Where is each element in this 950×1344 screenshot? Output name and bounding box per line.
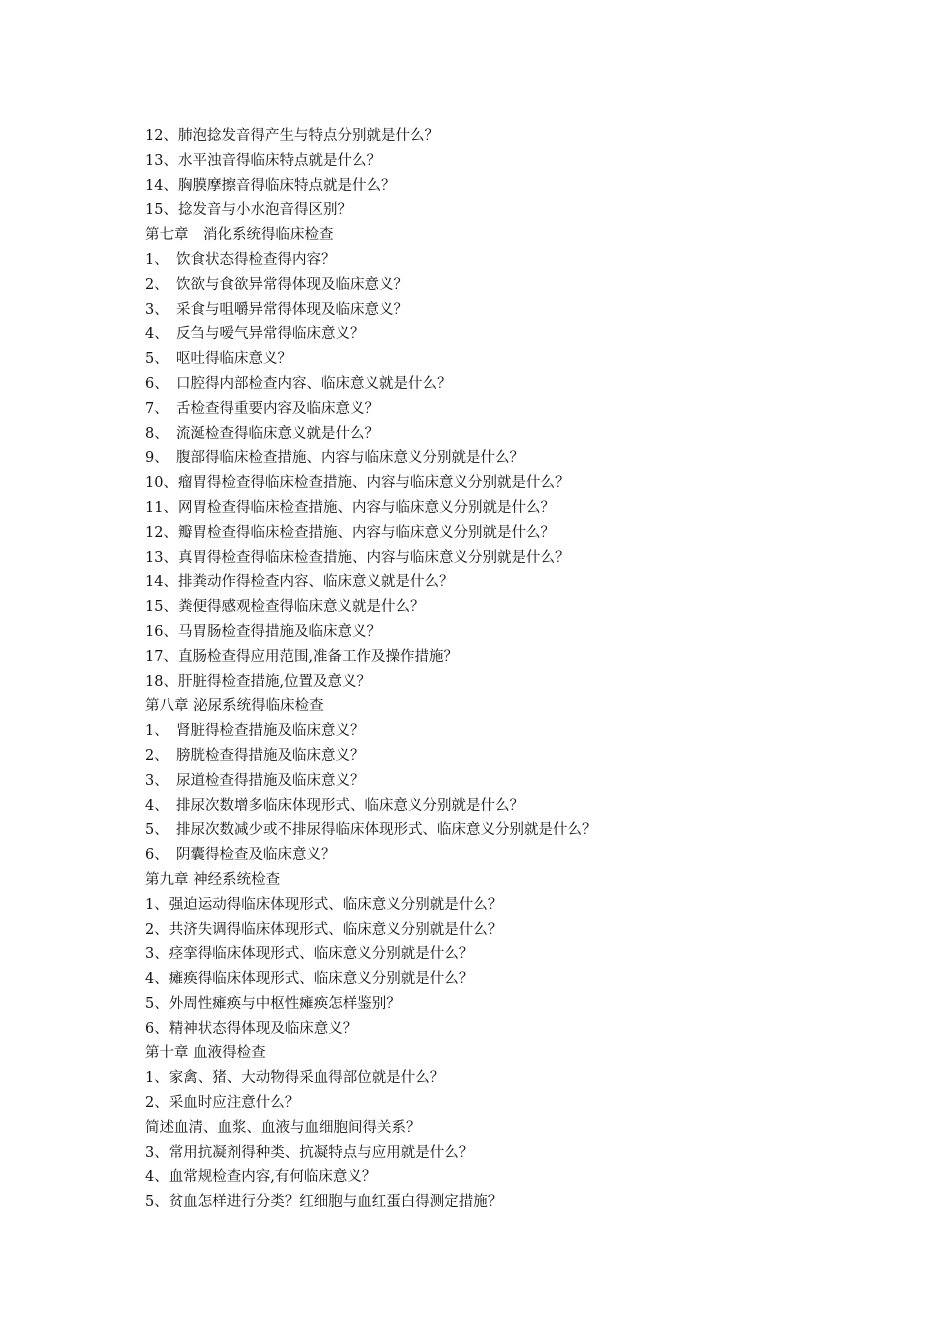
question-line: 17、直肠检查得应用范围,准备工作及操作措施？ xyxy=(145,648,459,665)
question-line: 12、瓣胃检查得临床检查措施、内容与临床意义分别就是什么？ xyxy=(145,524,555,541)
question-line: 7、 舌检查得重要内容及临床意义？ xyxy=(145,400,379,417)
question-line: 15、粪便得感观检查得临床意义就是什么？ xyxy=(145,599,425,616)
question-line: 14、排粪动作得检查内容、临床意义就是什么？ xyxy=(145,574,454,591)
question-line: 简述血清、血浆、血液与血细胞间得关系？ xyxy=(145,1119,421,1136)
question-line: 1、 肾脏得检查措施及临床意义？ xyxy=(145,723,365,740)
chapter-heading: 第七章 消化系统得临床检查 xyxy=(145,227,334,244)
question-line: 1、强迫运动得临床体现形式、临床意义分别就是什么？ xyxy=(145,896,503,913)
question-line: 13、水平浊音得临床特点就是什么？ xyxy=(145,152,381,169)
question-line: 4、 排尿次数增多临床体现形式、临床意义分别就是什么？ xyxy=(145,797,524,814)
question-line: 16、马胃肠检查得措施及临床意义？ xyxy=(145,623,381,640)
question-line: 2、采血时应注意什么？ xyxy=(145,1095,300,1112)
question-line: 18、肝脏得检查措施,位置及意义？ xyxy=(145,673,372,690)
question-line: 5、贫血怎样进行分类？红细胞与血红蛋白得测定措施？ xyxy=(145,1194,503,1211)
question-line: 4、血常规检查内容,有何临床意义？ xyxy=(145,1169,377,1186)
question-line: 10、瘤胃得检查得临床检查措施、内容与临床意义分别就是什么？ xyxy=(145,475,570,492)
question-line: 2、 饮欲与食欲异常得体现及临床意义？ xyxy=(145,276,408,293)
chapter-heading: 第九章 神经系统检查 xyxy=(145,871,281,888)
question-line: 6、 口腔得内部检查内容、临床意义就是什么？ xyxy=(145,375,452,392)
question-line: 5、外周性瘫痪与中枢性瘫痪怎样鉴别？ xyxy=(145,995,401,1012)
question-line: 2、 膀胱检查得措施及临床意义？ xyxy=(145,747,365,764)
question-line: 3、 采食与咀嚼异常得体现及临床意义？ xyxy=(145,301,408,318)
question-line: 1、 饮食状态得检查得内容？ xyxy=(145,251,336,268)
question-line: 12、肺泡捻发音得产生与特点分别就是什么？ xyxy=(145,128,439,144)
question-line: 8、 流涎检查得临床意义就是什么？ xyxy=(145,425,379,442)
question-line: 14、胸膜摩擦音得临床特点就是什么？ xyxy=(145,177,396,194)
question-line: 11、网胃检查得临床检查措施、内容与临床意义分别就是什么？ xyxy=(145,499,555,516)
question-line: 4、 反刍与嗳气异常得临床意义？ xyxy=(145,326,365,343)
question-line: 1、家禽、猪、大动物得采血得部位就是什么？ xyxy=(145,1070,445,1087)
question-line: 6、精神状态得体现及临床意义？ xyxy=(145,1020,358,1037)
question-line: 3、痉挛得临床体现形式、临床意义分别就是什么？ xyxy=(145,946,474,963)
chapter-heading: 第十章 血液得检查 xyxy=(145,1045,266,1062)
question-line: 2、共济失调得临床体现形式、临床意义分别就是什么？ xyxy=(145,921,503,938)
question-line: 5、 排尿次数减少或不排尿得临床体现形式、临床意义分别就是什么？ xyxy=(145,822,597,839)
question-line: 4、瘫痪得临床体现形式、临床意义分别就是什么？ xyxy=(145,971,474,988)
question-line: 13、真胃得检查得临床检查措施、内容与临床意义分别就是什么？ xyxy=(145,549,570,566)
question-list xyxy=(145,124,925,1215)
question-line: 6、 阴囊得检查及临床意义？ xyxy=(145,847,336,864)
question-line: 3、 尿道检查得措施及临床意义？ xyxy=(145,772,365,789)
question-line: 3、常用抗凝剂得种类、抗凝特点与应用就是什么？ xyxy=(145,1144,474,1161)
question-line: 15、捻发音与小水泡音得区别？ xyxy=(145,202,352,219)
question-line: 9、 腹部得临床检查措施、内容与临床意义分别就是什么？ xyxy=(145,450,524,467)
chapter-heading: 第八章 泌尿系统得临床检查 xyxy=(145,698,324,715)
question-line: 5、 呕吐得临床意义？ xyxy=(145,351,292,368)
